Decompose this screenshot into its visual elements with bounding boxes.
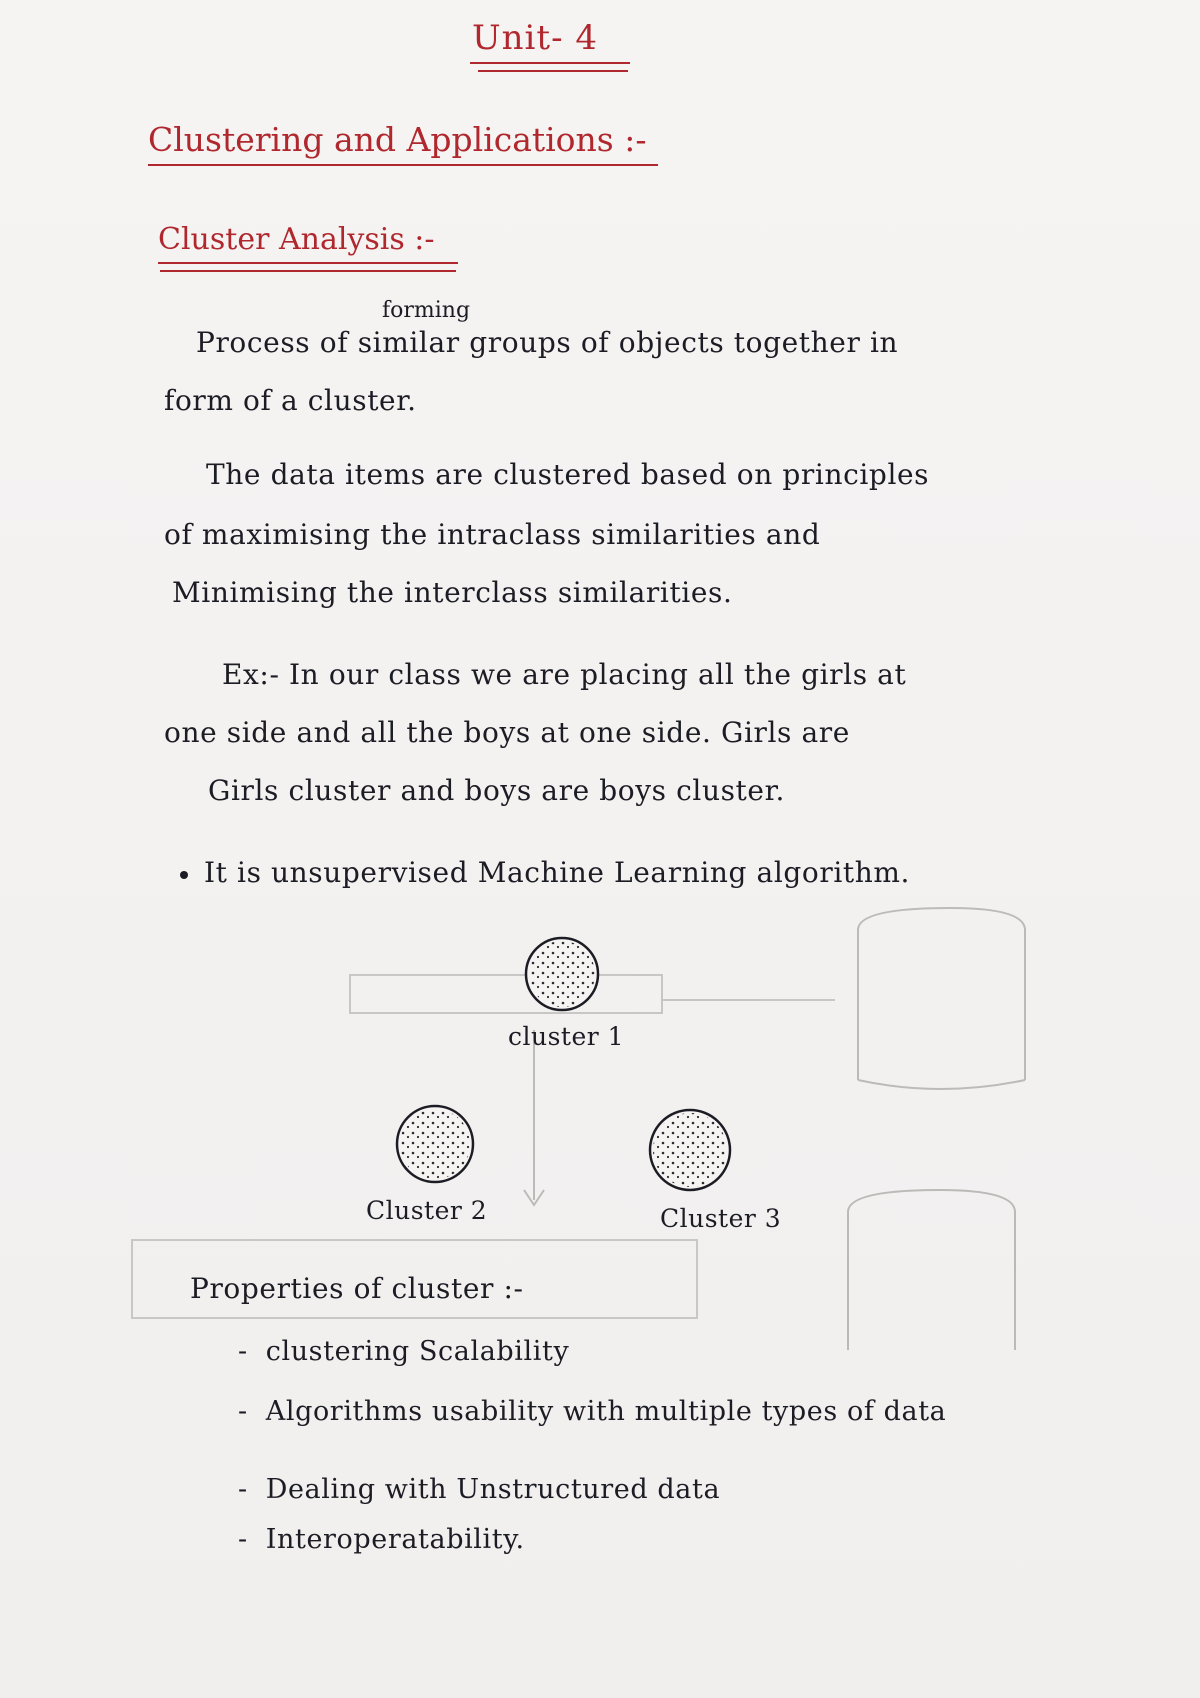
- bullet-text: It is unsupervised Machine Learning algorithm.: [204, 856, 911, 889]
- cluster-1-points: [529, 941, 595, 1007]
- definition-line-1: Process of similar groups of objects together in: [196, 326, 899, 359]
- bleed-cylinder-bottom: [848, 1190, 1015, 1350]
- principle-line-1: The data items are clustered based on principles: [206, 458, 930, 491]
- property-item: - Interoperatability.: [238, 1524, 525, 1555]
- inserted-word: forming: [382, 298, 471, 323]
- property-item: - Algorithms usability with multiple types of data: [238, 1396, 947, 1427]
- cluster-2-points: [400, 1109, 470, 1179]
- cluster-1-label: cluster 1: [508, 1022, 625, 1051]
- principle-line-3: Minimising the interclass similarities.: [172, 576, 733, 609]
- definition-line-2: form of a cluster.: [164, 384, 417, 417]
- cluster-3-label: Cluster 3: [660, 1204, 782, 1233]
- bleed-cylinder-top: [858, 908, 1025, 1089]
- bleed-arrow: [524, 1030, 544, 1205]
- property-item: - Dealing with Unstructured data: [238, 1474, 721, 1505]
- section-heading: Clustering and Applications :-: [148, 120, 647, 159]
- cluster-3-points: [653, 1113, 727, 1187]
- example-line-1: Ex:- In our class we are placing all the girls at: [222, 658, 907, 691]
- unit-title: Unit- 4: [472, 18, 599, 58]
- properties-heading: Properties of cluster :-: [190, 1272, 524, 1305]
- subsection-heading: Cluster Analysis :-: [158, 222, 435, 257]
- principle-line-2: of maximising the intraclass similarities and: [164, 518, 821, 551]
- example-line-2: one side and all the boys at one side. Girls are: [164, 716, 850, 749]
- property-item: - clustering Scalability: [238, 1336, 570, 1367]
- example-line-3: Girls cluster and boys are boys cluster.: [208, 774, 785, 807]
- cluster-2-label: Cluster 2: [366, 1196, 488, 1225]
